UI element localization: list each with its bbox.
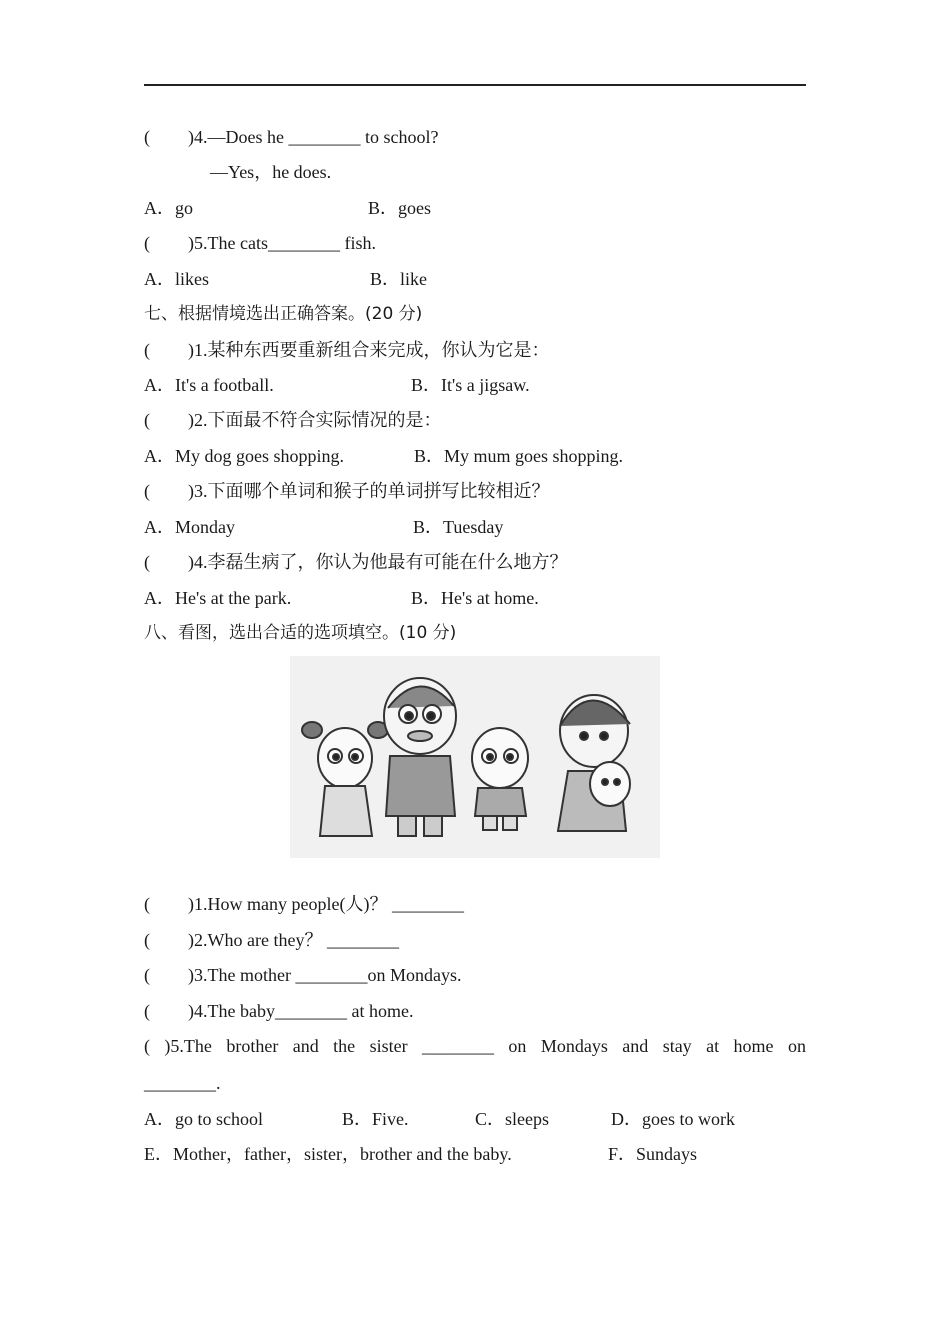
s8-opt-b: B．Five. bbox=[342, 1109, 409, 1129]
s8-q1: ( )1.How many people(人)？ ________ bbox=[144, 894, 464, 914]
s7-q3-opt-b: B．Tuesday bbox=[413, 517, 504, 537]
s7-q3: ( )3.下面哪个单词和猴子的单词拼写比较相近？ bbox=[144, 481, 550, 501]
s7-q1: ( )1.某种东西要重新组合来完成，你认为它是： bbox=[144, 340, 550, 360]
q5-word: sister bbox=[369, 1036, 408, 1056]
q5-word: and bbox=[292, 1036, 319, 1056]
s7-q4: ( )4.李磊生病了，你认为他最有可能在什么地方？ bbox=[144, 552, 568, 572]
q5-word: brother bbox=[226, 1036, 279, 1056]
s6-q4-reply: —Yes，he does. bbox=[210, 162, 332, 182]
s7-q4-opt-a: A．He's at the park. bbox=[144, 588, 292, 608]
section8-title: 八、看图，选出合适的选项填空。(10 分) bbox=[144, 623, 457, 643]
s8-q3: ( )3.The mother ________on Mondays. bbox=[144, 965, 462, 985]
q5-word: on bbox=[787, 1036, 806, 1056]
s6-q5-opt-b: B．like bbox=[370, 269, 427, 289]
s8-q5-tail: ________. bbox=[144, 1073, 221, 1093]
s7-q2: ( )2.下面最不符合实际情况的是： bbox=[144, 410, 442, 430]
s8-q5 bbox=[144, 1035, 806, 1057]
s8-opt-f: F．Sundays bbox=[608, 1144, 698, 1164]
s8-opt-c: C．sleeps bbox=[475, 1109, 549, 1129]
q5-word: home bbox=[733, 1036, 774, 1056]
s8-opt-d: D．goes to work bbox=[611, 1109, 735, 1129]
q5-word: at bbox=[706, 1036, 720, 1056]
s6-q5-opt-a: A．likes bbox=[144, 269, 209, 289]
s7-q1-opt-a: A．It's a football. bbox=[144, 375, 274, 395]
s7-q1-opt-b: B．It's a jigsaw. bbox=[411, 375, 530, 395]
q5-word: )5.The bbox=[164, 1036, 212, 1056]
s6-q4-opt-b: B．goes bbox=[368, 198, 431, 218]
s6-q4: ( )4.—Does he ________ to school? bbox=[144, 127, 439, 147]
s8-opt-e: E．Mother，father，sister，brother and the baby. bbox=[144, 1144, 512, 1164]
family-cartoon-icon bbox=[290, 656, 660, 858]
s7-q3-opt-a: A．Monday bbox=[144, 517, 235, 537]
q5-word: ________ bbox=[422, 1036, 494, 1056]
q5-word: the bbox=[333, 1036, 356, 1056]
s6-q4-opt-a: A．go bbox=[144, 198, 193, 218]
q5-word: ( bbox=[144, 1036, 150, 1056]
s8-q2: ( )2.Who are they？ ________ bbox=[144, 930, 399, 950]
q5-word: stay bbox=[662, 1036, 692, 1056]
s8-q5-line1 bbox=[144, 1035, 806, 1057]
top-rule bbox=[144, 84, 806, 86]
s8-q4: ( )4.The baby________ at home. bbox=[144, 1001, 414, 1021]
s8-opt-a: A．go to school bbox=[144, 1109, 263, 1129]
section7-title: 七、根据情境选出正确答案。(20 分) bbox=[144, 304, 423, 324]
family-illustration bbox=[290, 656, 660, 858]
s7-q2-opt-a: A．My dog goes shopping. bbox=[144, 446, 345, 466]
s7-q2-opt-b: B．My mum goes shopping. bbox=[414, 446, 624, 466]
s6-q5: ( )5.The cats________ fish. bbox=[144, 233, 376, 253]
q5-word: Mondays bbox=[540, 1036, 608, 1056]
q5-word: on bbox=[508, 1036, 527, 1056]
q5-word: and bbox=[622, 1036, 649, 1056]
s7-q4-opt-b: B．He's at home. bbox=[411, 588, 539, 608]
